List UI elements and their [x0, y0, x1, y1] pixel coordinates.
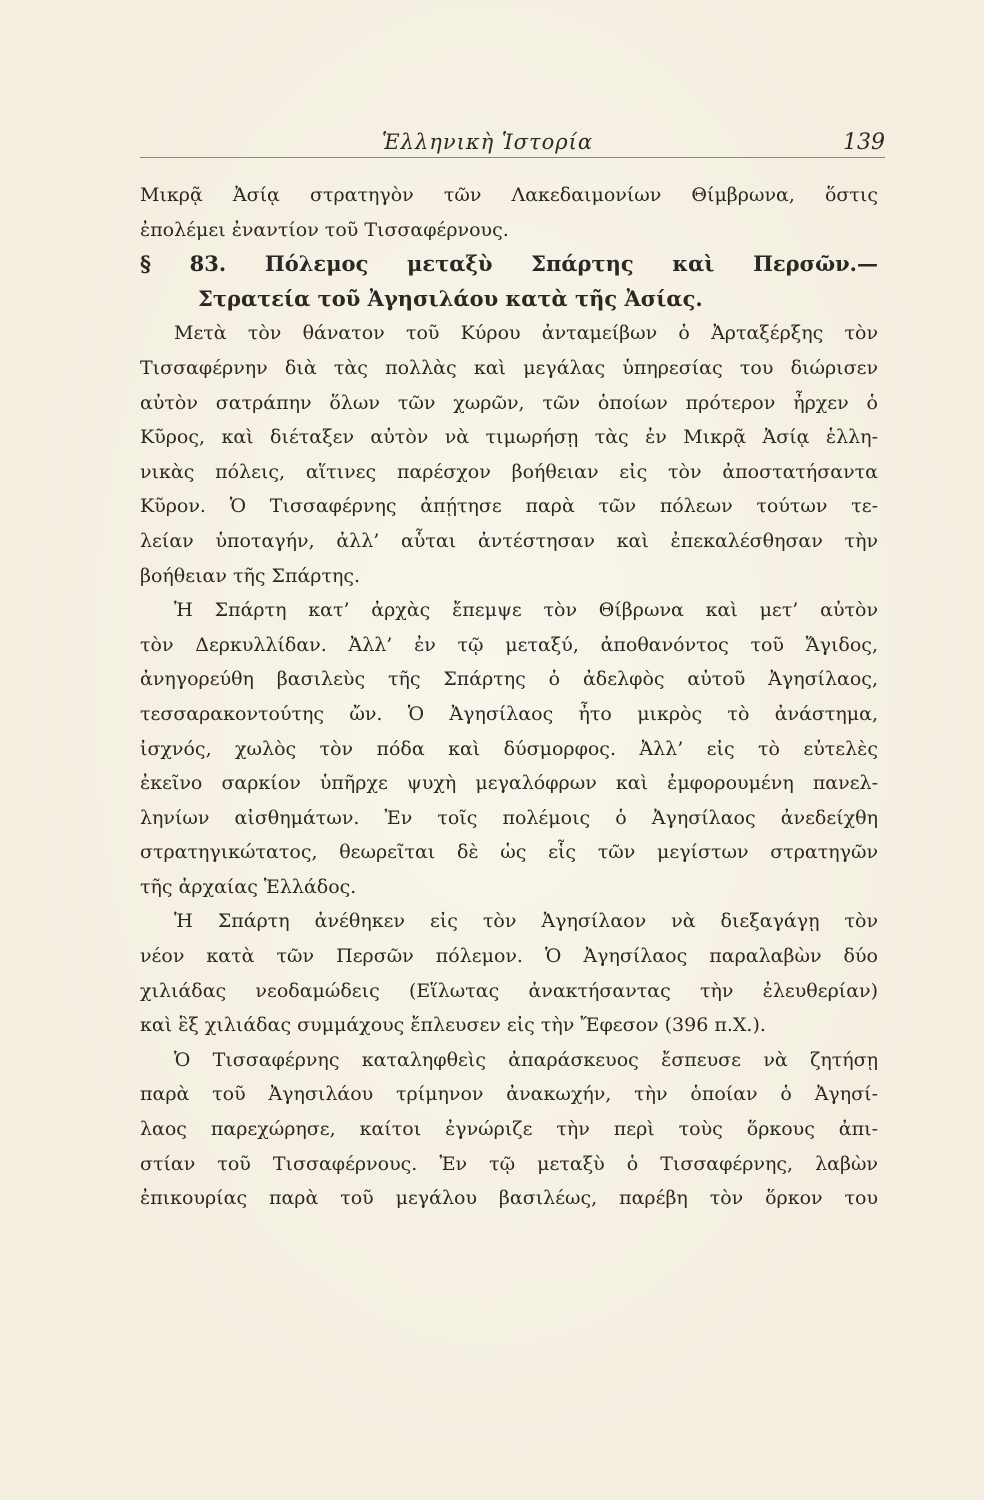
text-line: ληνίων αἰσθημάτων. Ἐν τοῖς πολέμοις ὁ Ἀγησίλαος ἀνεδείχθη [140, 806, 878, 829]
text-line: λείαν ὑποταγήν, ἀλλ’ αὗται ἀντέστησαν καὶ ἐπεκαλέσθησαν τὴν [140, 529, 878, 552]
text-line: βοήθειαν τῆς Σπάρτης. [140, 564, 361, 587]
text-line: τεσσαρακοντούτης ὤν. Ὁ Ἀγησίλαος ἦτο μικρὸς τὸ ἀνάστημα, [140, 702, 878, 725]
text-line: Ἡ Σπάρτη ἀνέθηκεν εἰς τὸν Ἀγησίλαον νὰ διεξαγάγῃ τὸν [174, 910, 878, 933]
text-line: αὐτὸν σατράπην ὅλων τῶν χωρῶν, τῶν ὁποίων πρότερον ἦρχεν ὁ [140, 391, 878, 414]
text-line: Κῦρον. Ὁ Τισσαφέρνης ἀπῄτησε παρὰ τῶν πόλεων τούτων τε- [140, 495, 878, 518]
body-text [140, 178, 878, 1216]
text-line: νικὰς πόλεις, αἵτινες παρέσχον βοήθειαν εἰς τὸν ἀποστατήσαντα [140, 460, 878, 483]
text-line: ἐκεῖνο σαρκίον ὑπῆρχε ψυχὴ μεγαλόφρων καὶ ἐμφορουμένη πανελ- [140, 772, 878, 795]
text-line: Κῦρος, καὶ διέταξεν αὐτὸν νὰ τιμωρήσῃ τὰς ἐν Μικρᾷ Ἀσίᾳ ἑλλη- [140, 426, 878, 449]
running-header [140, 130, 885, 160]
text-line: λαος παρεχώρησε, καίτοι ἐγνώριζε τὴν περὶ τοὺς ὅρκους ἀπι- [140, 1118, 878, 1141]
text-line: Μετὰ τὸν θάνατον τοῦ Κύρου ἀνταμείβων ὁ Ἀρταξέρξης τὸν [174, 322, 878, 345]
header-rule [140, 157, 885, 158]
page-number: 139 [843, 130, 885, 155]
text-line: Ἡ Σπάρτη κατ’ ἀρχὰς ἔπεμψε τὸν Θίβρωνα καὶ μετ’ αὐτὸν [174, 599, 878, 622]
text-line: ἐπολέμει ἐναντίον τοῦ Τισσαφέρνους. [140, 218, 509, 241]
paragraph-2 [140, 593, 878, 904]
text-line: τὸν Δερκυλλίδαν. Ἀλλ’ ἐν τῷ μεταξύ, ἀποθανόντος τοῦ Ἄγιδος, [140, 633, 878, 656]
text-line: καὶ ἓξ χιλιάδας συμμάχους ἔπλευσεν εἰς τὴν Ἔφεσον (396 π.Χ.). [140, 1014, 766, 1037]
section-heading [140, 247, 878, 316]
text-line: Τισσαφέρνην διὰ τὰς πολλὰς καὶ μεγάλας ὑπηρεσίας του διώρισεν [140, 356, 878, 379]
section-heading-line-1: § 83. Πόλεμος μεταξὺ Σπάρτης καὶ Περσῶν.— [140, 251, 878, 277]
text-line: ἰσχνός, χωλὸς τὸν πόδα καὶ δύσμορφος. Ἀλλ’ εἰς τὸ εὐτελὲς [140, 737, 878, 760]
text-line: Ὁ Τισσαφέρνης καταληφθεὶς ἀπαράσκευος ἔσπευσε νὰ ζητήσῃ [174, 1048, 878, 1071]
text-line: τῆς ἀρχαίας Ἑλλάδος. [140, 875, 357, 898]
text-line: στίαν τοῦ Τισσαφέρνους. Ἐν τῷ μεταξὺ ὁ Τισσαφέρνης, λαβὼν [140, 1152, 878, 1175]
text-line: παρὰ τοῦ Ἀγησιλάου τρίμηνον ἀνακωχήν, τὴν ὁποίαν ὁ Ἀγησί- [140, 1083, 878, 1106]
text-line: χιλιάδας νεοδαμώδεις (Εἵλωτας ἀνακτήσαντας τὴν ἐλευθερίαν) [140, 979, 878, 1002]
paragraph-1 [140, 316, 878, 593]
running-title: Ἑλληνικὴ Ἱστορία [382, 130, 594, 154]
section-heading-line-2: Στρατεία τοῦ Ἀγησιλάου κατὰ τῆς Ἀσίας. [198, 285, 703, 311]
text-line: στρατηγικώτατος, θεωρεῖται δὲ ὡς εἷς τῶν μεγίστων στρατηγῶν [140, 841, 878, 864]
text-line: νέον κατὰ τῶν Περσῶν πόλεμον. Ὁ Ἀγησίλαος παραλαβὼν δύο [140, 945, 878, 968]
text-line: Μικρᾷ Ἀσίᾳ στρατηγὸν τῶν Λακεδαιμονίων Θίμβρωνα, ὅστις [140, 184, 878, 206]
intro-paragraph [140, 178, 878, 247]
paragraph-3 [140, 904, 878, 1042]
paragraph-4 [140, 1043, 878, 1216]
text-line: ἀνηγορεύθη βασιλεὺς τῆς Σπάρτης ὁ ἀδελφὸς αὐτοῦ Ἀγησίλαος, [140, 668, 878, 691]
text-line: ἐπικουρίας παρὰ τοῦ μεγάλου βασιλέως, παρέβη τὸν ὅρκον του [140, 1187, 878, 1210]
